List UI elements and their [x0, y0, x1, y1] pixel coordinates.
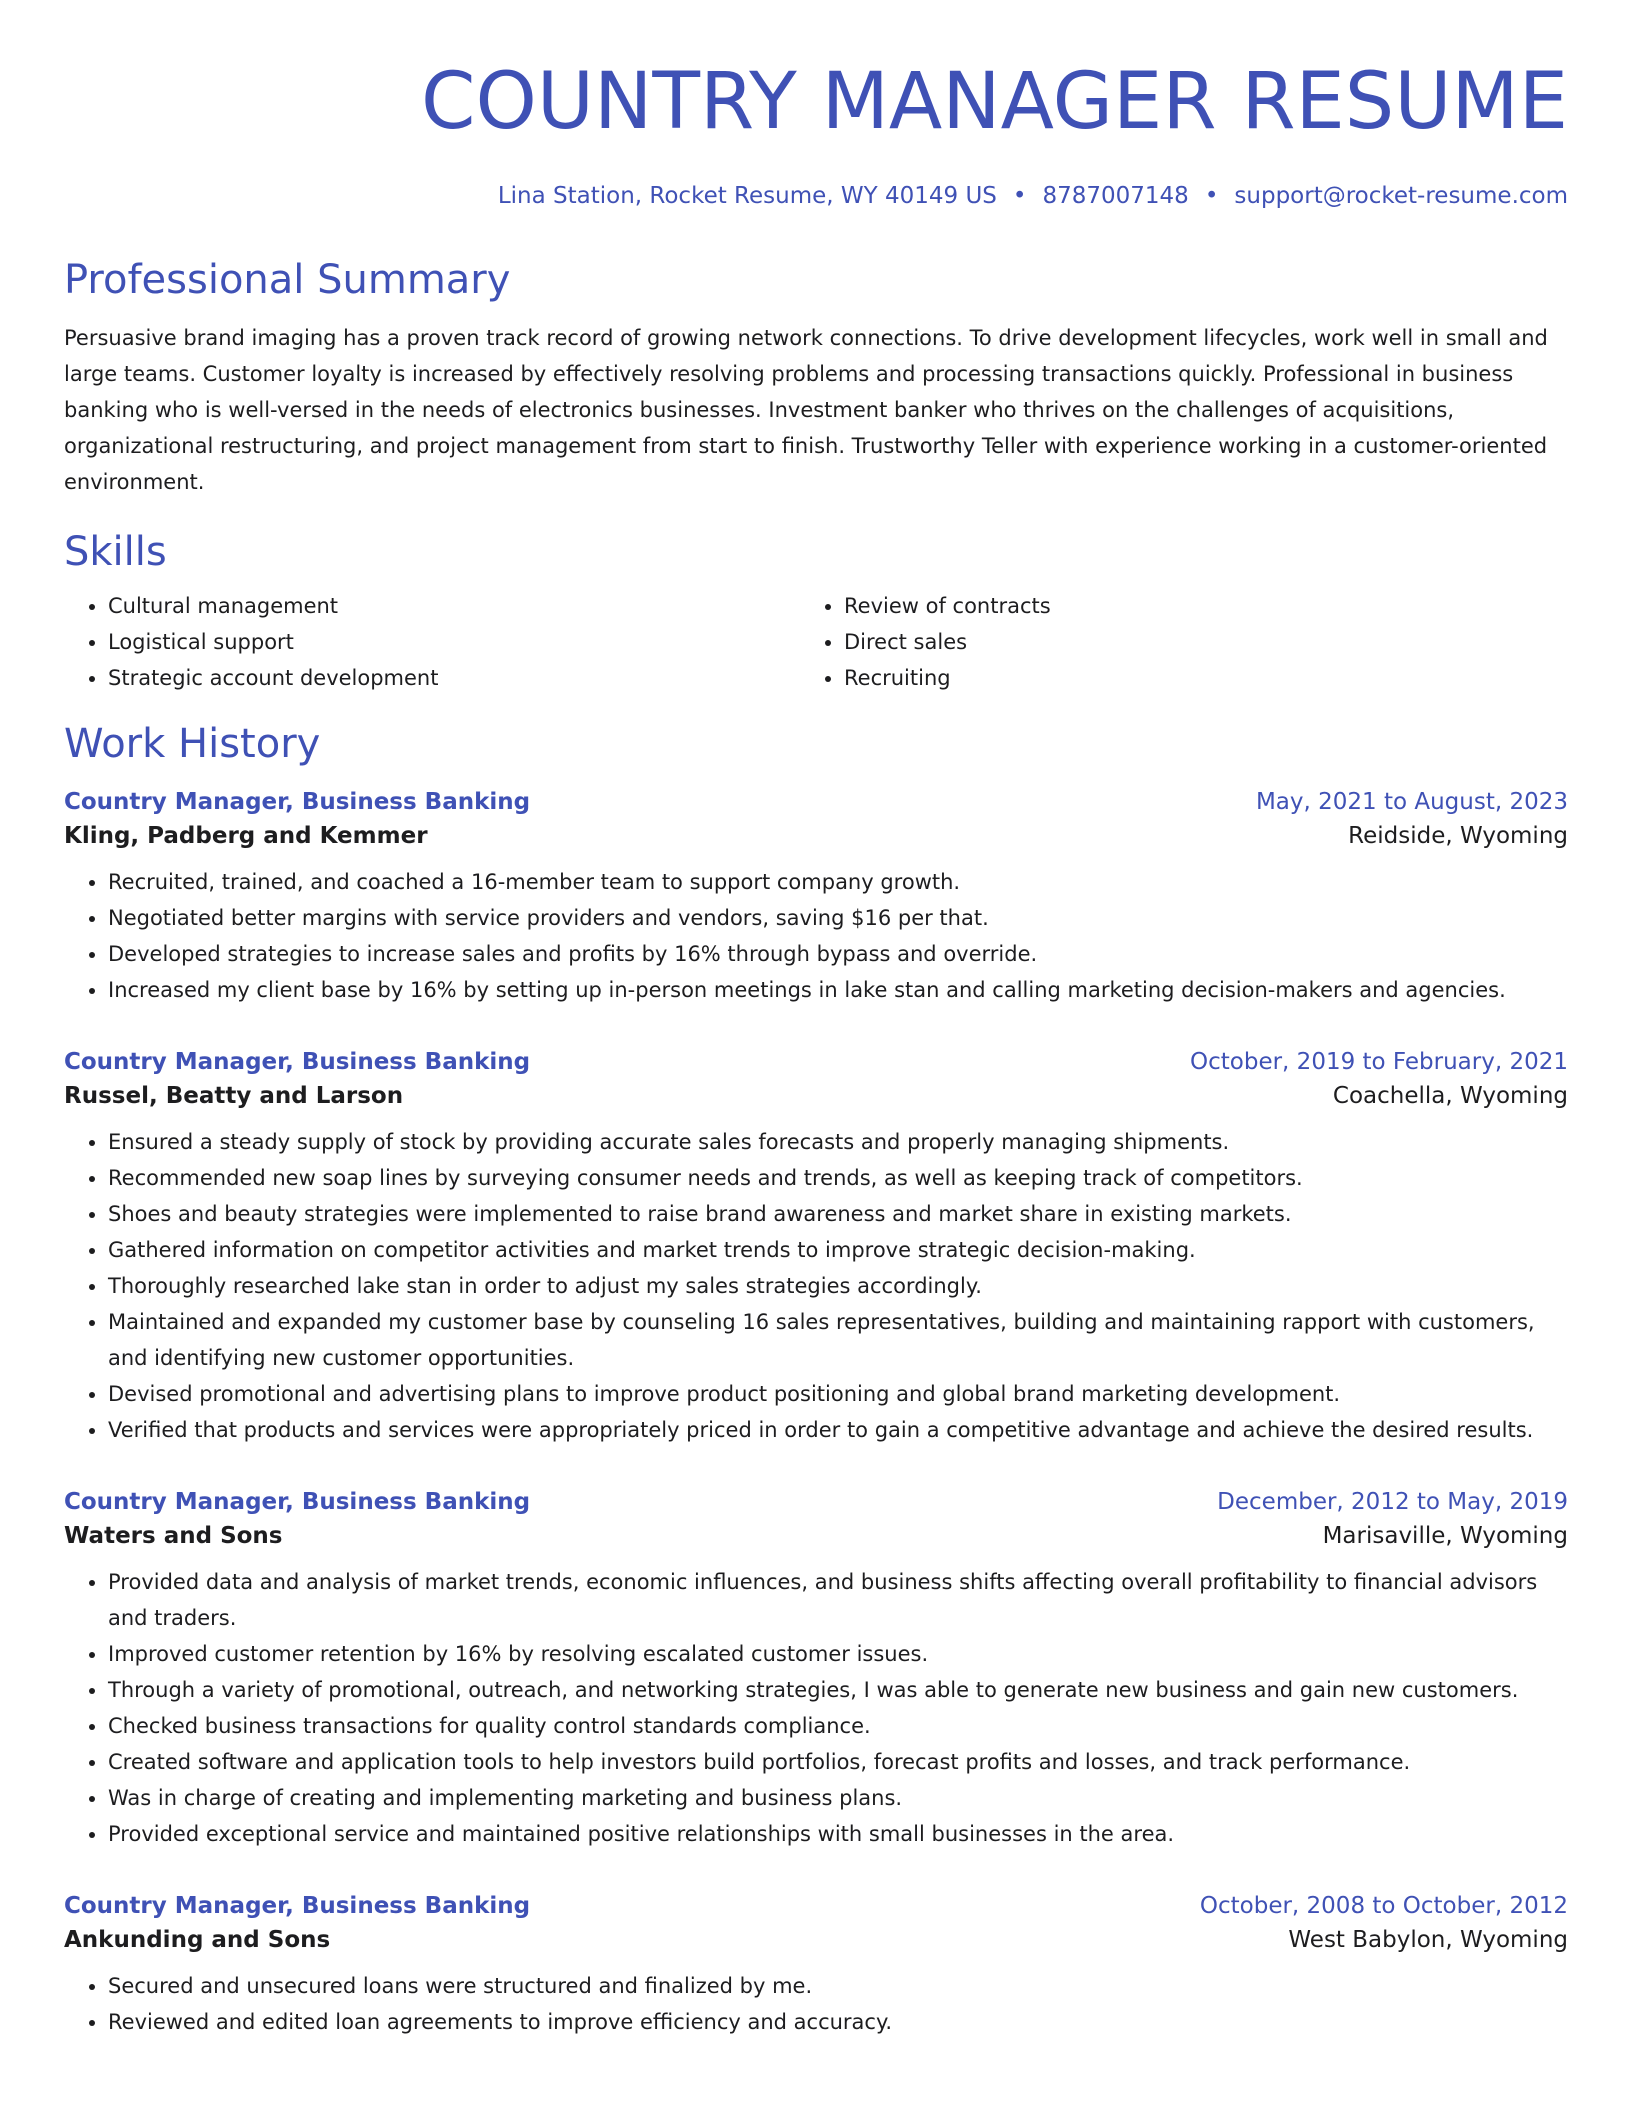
job-header: [64, 1046, 1568, 1078]
skills-heading: Skills: [64, 529, 167, 575]
job-subheader: [64, 818, 1568, 854]
work-history-heading: Work History: [64, 721, 321, 767]
job-dates: May, 2021 to August, 2023: [1255, 789, 1568, 815]
job-bullet: • Ensured a steady supply of stock by providing accurate sales forecasts and properly managing shipments.: [108, 1124, 1568, 1160]
summary-heading: Professional Summary: [64, 257, 511, 303]
skills-column-left: [64, 588, 764, 696]
contact-separator: •: [1204, 183, 1219, 209]
contact-separator: •: [1012, 183, 1027, 209]
job-role: Country Manager, Business Banking: [64, 1489, 531, 1515]
job-bullet: • Recruited, trained, and coached a 16-member team to support company growth.: [108, 864, 1568, 900]
job-bullet: • Checked business transactions for quality control standards compliance.: [108, 1708, 1568, 1744]
skill-item: • Strategic account development: [108, 660, 764, 696]
job-bullets: [64, 1124, 1568, 1448]
resume-page: [64, 0, 1568, 2040]
job-dates: October, 2019 to February, 2021: [1190, 1049, 1568, 1075]
job-bullet: • Developed strategies to increase sales and profits by 16% through bypass and override.: [108, 936, 1568, 972]
job-bullet: • Negotiated better margins with service providers and vendors, saving $16 per that.: [108, 900, 1568, 936]
skills-column-right: [764, 588, 1464, 696]
job-bullet: • Reviewed and edited loan agreements to improve efficiency and accuracy.: [108, 2004, 1568, 2040]
job-bullet: • Through a variety of promotional, outreach, and networking strategies, I was able to generate new business and gain new customers.: [108, 1672, 1568, 1708]
skill-item: • Review of contracts: [844, 588, 1464, 624]
skill-item: • Recruiting: [844, 660, 1464, 696]
job-bullet: • Recommended new soap lines by surveying consumer needs and trends, as well as keeping track of competitors.: [108, 1160, 1568, 1196]
skill-item: • Logistical support: [108, 624, 764, 660]
summary-text: Persuasive brand imaging has a proven track record of growing network connections. To drive development lifecycles, work well in small and large teams. Customer loyalty is increased by effectively resolving problems and processing transactions quickly. Professional in business banking who is well-versed in the needs of electronics businesses. Investment banker who thrives on the challenges of acquisitions, organizational restructuring, and project management from start to finish. Trustworthy Teller with experience working in a customer-oriented environment.: [64, 326, 1548, 494]
job-bullets: [64, 1564, 1568, 1852]
job-entry: [64, 1046, 1568, 1448]
job-bullet: • Secured and unsecured loans were structured and finalized by me.: [108, 1968, 1568, 2004]
job-bullet: • Gathered information on competitor activities and market trends to improve strategic decision-making.: [108, 1232, 1568, 1268]
job-role: Country Manager, Business Banking: [64, 789, 531, 815]
job-location: Reidside, Wyoming: [1348, 823, 1568, 849]
job-bullet: • Shoes and beauty strategies were implemented to raise brand awareness and market share in existing markets.: [108, 1196, 1568, 1232]
job-bullet: • Maintained and expanded my customer base by counseling 16 sales representatives, building and maintaining rapport with customers, and identifying new customer opportunities.: [108, 1304, 1568, 1376]
job-bullet: • Devised promotional and advertising plans to improve product positioning and global brand marketing development.: [108, 1376, 1568, 1412]
job-bullet: • Was in charge of creating and implementing marketing and business plans.: [108, 1780, 1568, 1816]
job-subheader: [64, 1518, 1568, 1554]
contact-phone: 8787007148: [1042, 183, 1189, 209]
contact-email: support@rocket-resume.com: [1234, 183, 1568, 209]
job-bullet: • Increased my client base by 16% by setting up in-person meetings in lake stan and calling marketing decision-makers and agencies.: [108, 972, 1568, 1008]
resume-title: COUNTRY MANAGER RESUME: [421, 57, 1568, 147]
job-header: [64, 1890, 1568, 1922]
job-subheader: [64, 1922, 1568, 1958]
job-dates: December, 2012 to May, 2019: [1217, 1489, 1568, 1515]
job-header: [64, 1486, 1568, 1518]
job-bullet: • Provided exceptional service and maintained positive relationships with small businesses in the area.: [108, 1816, 1568, 1852]
job-bullets: [64, 864, 1568, 1008]
job-role: Country Manager, Business Banking: [64, 1893, 531, 1919]
job-bullet: • Improved customer retention by 16% by resolving escalated customer issues.: [108, 1636, 1568, 1672]
contact-address: Lina Station, Rocket Resume, WY 40149 US: [497, 183, 997, 209]
job-entry: [64, 1890, 1568, 2040]
job-header: [64, 786, 1568, 818]
job-company: Kling, Padberg and Kemmer: [64, 823, 428, 849]
job-company: Waters and Sons: [64, 1523, 283, 1549]
job-dates: October, 2008 to October, 2012: [1199, 1893, 1568, 1919]
job-bullets: [64, 1968, 1568, 2040]
job-bullet: • Created software and application tools to help investors build portfolios, forecast profits and losses, and track performance.: [108, 1744, 1568, 1780]
job-location: West Babylon, Wyoming: [1288, 1927, 1568, 1953]
job-company: Russel, Beatty and Larson: [64, 1083, 404, 1109]
skill-item: • Direct sales: [844, 624, 1464, 660]
job-bullet: • Verified that products and services were appropriately priced in order to gain a competitive advantage and achieve the desired results.: [108, 1412, 1568, 1448]
job-entry: [64, 1486, 1568, 1852]
job-bullet: • Thoroughly researched lake stan in order to adjust my sales strategies accordingly.: [108, 1268, 1568, 1304]
job-bullet: • Provided data and analysis of market trends, economic influences, and business shifts affecting overall profitability to financial advisors and traders.: [108, 1564, 1568, 1636]
contact-line: [64, 180, 1568, 212]
job-company: Ankunding and Sons: [64, 1927, 331, 1953]
skills-list: [64, 588, 1568, 696]
job-location: Marisaville, Wyoming: [1322, 1523, 1568, 1549]
job-location: Coachella, Wyoming: [1332, 1083, 1568, 1109]
job-subheader: [64, 1078, 1568, 1114]
skill-item: • Cultural management: [108, 588, 764, 624]
job-entry: [64, 786, 1568, 1008]
job-role: Country Manager, Business Banking: [64, 1049, 531, 1075]
